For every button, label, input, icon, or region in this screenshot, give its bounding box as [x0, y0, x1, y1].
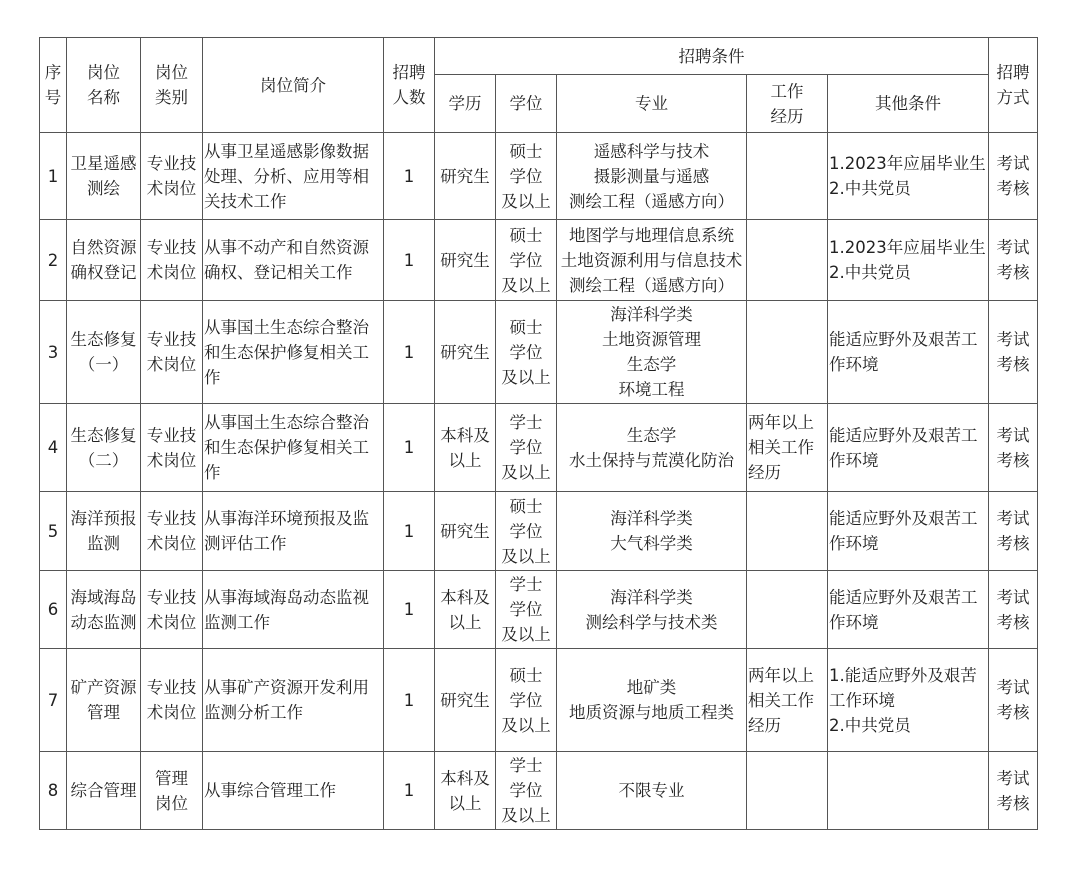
row-education: 研究生 — [435, 133, 496, 220]
row-count: 1 — [384, 220, 435, 301]
row-degree: 学士 学位 及以上 — [496, 404, 557, 492]
header-conditions: 招聘条件 — [435, 38, 989, 75]
recruitment-table-wrapper — [39, 37, 1038, 830]
row-position-name: 海洋预报 监测 — [67, 492, 141, 571]
major-item: 遥感科学与技术 — [593, 141, 710, 161]
row-method: 考试 考核 — [989, 133, 1038, 220]
row-degree: 硕士 学位 及以上 — [496, 133, 557, 220]
row-position-type: 专业技 术岗位 — [141, 492, 203, 571]
row-degree: 硕士 学位 及以上 — [496, 649, 557, 752]
row-major — [557, 571, 747, 649]
row-education: 研究生 — [435, 220, 496, 301]
row-position-name: 海域海岛 动态监测 — [67, 571, 141, 649]
row-major — [557, 301, 747, 404]
major-item: 摄影测量与遥感 — [593, 166, 710, 186]
row-seq: 4 — [40, 404, 67, 492]
table-row — [40, 492, 1038, 571]
row-description: 从事不动产和自然资源确权、登记相关工作 — [203, 220, 384, 301]
row-count: 1 — [384, 752, 435, 830]
row-position-name: 生态修复 （二） — [67, 404, 141, 492]
row-method: 考试 考核 — [989, 220, 1038, 301]
row-position-type: 专业技 术岗位 — [141, 220, 203, 301]
row-position-type: 管理 岗位 — [141, 752, 203, 830]
major-item: 生态学 — [626, 355, 677, 374]
row-count: 1 — [384, 571, 435, 649]
row-method: 考试 考核 — [989, 571, 1038, 649]
row-description: 从事国土生态综合整治和生态保护修复相关工作 — [203, 301, 384, 404]
row-count: 1 — [384, 404, 435, 492]
row-seq: 6 — [40, 571, 67, 649]
row-education: 本科及 以上 — [435, 752, 496, 830]
row-count: 1 — [384, 492, 435, 571]
row-other: 能适应野外及艰苦工作环境 — [828, 404, 989, 492]
row-description: 从事国土生态综合整治和生态保护修复相关工作 — [203, 404, 384, 492]
row-experience: 两年以上相关工作经历 — [747, 404, 828, 492]
major-item: 海洋科学类 — [610, 587, 693, 607]
major-item: 水土保持与荒漠化防治 — [569, 450, 734, 470]
row-position-type: 专业技 术岗位 — [141, 649, 203, 752]
row-degree: 学士 学位 及以上 — [496, 571, 557, 649]
header-position-type: 岗位 类别 — [141, 38, 203, 133]
table-row — [40, 220, 1038, 301]
row-degree: 硕士 学位 及以上 — [496, 492, 557, 571]
row-major — [557, 220, 747, 301]
major-item: 不限专业 — [618, 781, 685, 800]
row-education: 研究生 — [435, 301, 496, 404]
row-experience — [747, 133, 828, 220]
row-seq: 1 — [40, 133, 67, 220]
row-description: 从事海域海岛动态监视监测工作 — [203, 571, 384, 649]
row-method: 考试 考核 — [989, 301, 1038, 404]
row-position-type: 专业技 术岗位 — [141, 133, 203, 220]
row-description: 从事综合管理工作 — [203, 752, 384, 830]
row-count: 1 — [384, 649, 435, 752]
row-major — [557, 404, 747, 492]
row-seq: 2 — [40, 220, 67, 301]
row-degree: 硕士 学位 及以上 — [496, 301, 557, 404]
header-other: 其他条件 — [828, 75, 989, 133]
table-body — [40, 133, 1038, 830]
row-experience — [747, 492, 828, 571]
table-row — [40, 133, 1038, 220]
row-method: 考试 考核 — [989, 649, 1038, 752]
major-item: 海洋科学类 — [610, 305, 693, 324]
major-item: 地质资源与地质工程类 — [569, 703, 734, 722]
row-other: 能适应野外及艰苦工作环境 — [828, 571, 989, 649]
row-major — [557, 133, 747, 220]
table-row — [40, 752, 1038, 830]
row-major — [557, 649, 747, 752]
table-row — [40, 404, 1038, 492]
row-major — [557, 492, 747, 571]
recruitment-table — [39, 37, 1038, 830]
major-item: 测绘工程（遥感方向） — [569, 275, 734, 295]
row-method: 考试 考核 — [989, 752, 1038, 830]
row-other: 1.2023年应届毕业生 2.中共党员 — [828, 220, 989, 301]
major-item: 海洋科学类 — [610, 509, 693, 528]
row-position-name: 卫星遥感 测绘 — [67, 133, 141, 220]
row-education: 研究生 — [435, 649, 496, 752]
header-position-name: 岗位 名称 — [67, 38, 141, 133]
header-count: 招聘 人数 — [384, 38, 435, 133]
row-position-type: 专业技 术岗位 — [141, 571, 203, 649]
header-major: 专业 — [557, 75, 747, 133]
row-position-name: 综合管理 — [67, 752, 141, 830]
major-item: 大气科学类 — [610, 534, 693, 553]
row-degree: 硕士 学位 及以上 — [496, 220, 557, 301]
row-position-name: 矿产资源 管理 — [67, 649, 141, 752]
row-description: 从事卫星遥感影像数据处理、分析、应用等相关技术工作 — [203, 133, 384, 220]
major-item: 测绘工程（遥感方向） — [569, 191, 734, 211]
major-item: 地矿类 — [626, 678, 677, 697]
table-row — [40, 571, 1038, 649]
major-item: 测绘科学与技术类 — [585, 612, 718, 632]
row-education: 研究生 — [435, 492, 496, 571]
header-seq: 序 号 — [40, 38, 67, 133]
row-position-name: 自然资源 确权登记 — [67, 220, 141, 301]
row-method: 考试 考核 — [989, 404, 1038, 492]
row-other: 能适应野外及艰苦工作环境 — [828, 492, 989, 571]
header-degree: 学位 — [496, 75, 557, 133]
table-row — [40, 649, 1038, 752]
major-item: 环境工程 — [618, 380, 685, 399]
row-other: 能适应野外及艰苦工作环境 — [828, 301, 989, 404]
row-experience — [747, 220, 828, 301]
row-education: 本科及 以上 — [435, 571, 496, 649]
row-count: 1 — [384, 133, 435, 220]
row-experience — [747, 571, 828, 649]
row-other — [828, 752, 989, 830]
header-description: 岗位简介 — [203, 38, 384, 133]
row-experience — [747, 752, 828, 830]
row-major — [557, 752, 747, 830]
row-seq: 3 — [40, 301, 67, 404]
row-other: 1.2023年应届毕业生 2.中共党员 — [828, 133, 989, 220]
table-row — [40, 301, 1038, 404]
row-method: 考试 考核 — [989, 492, 1038, 571]
header-education: 学历 — [435, 75, 496, 133]
row-seq: 8 — [40, 752, 67, 830]
row-experience: 两年以上相关工作经历 — [747, 649, 828, 752]
row-count: 1 — [384, 301, 435, 404]
major-item: 生态学 — [626, 425, 677, 445]
header-experience: 工作 经历 — [747, 75, 828, 133]
header-method: 招聘 方式 — [989, 38, 1038, 133]
row-description: 从事矿产资源开发利用监测分析工作 — [203, 649, 384, 752]
major-item: 土地资源管理 — [602, 330, 701, 349]
row-position-type: 专业技 术岗位 — [141, 301, 203, 404]
row-description: 从事海洋环境预报及监测评估工作 — [203, 492, 384, 571]
row-degree: 学士 学位 及以上 — [496, 752, 557, 830]
row-education: 本科及 以上 — [435, 404, 496, 492]
major-item: 地图学与地理信息系统 — [569, 225, 734, 245]
row-position-type: 专业技 术岗位 — [141, 404, 203, 492]
row-other: 1.能适应野外及艰苦工作环境 2.中共党员 — [828, 649, 989, 752]
row-seq: 7 — [40, 649, 67, 752]
row-seq: 5 — [40, 492, 67, 571]
major-item: 土地资源利用与信息技术 — [560, 250, 743, 270]
row-experience — [747, 301, 828, 404]
row-position-name: 生态修复 （一） — [67, 301, 141, 404]
